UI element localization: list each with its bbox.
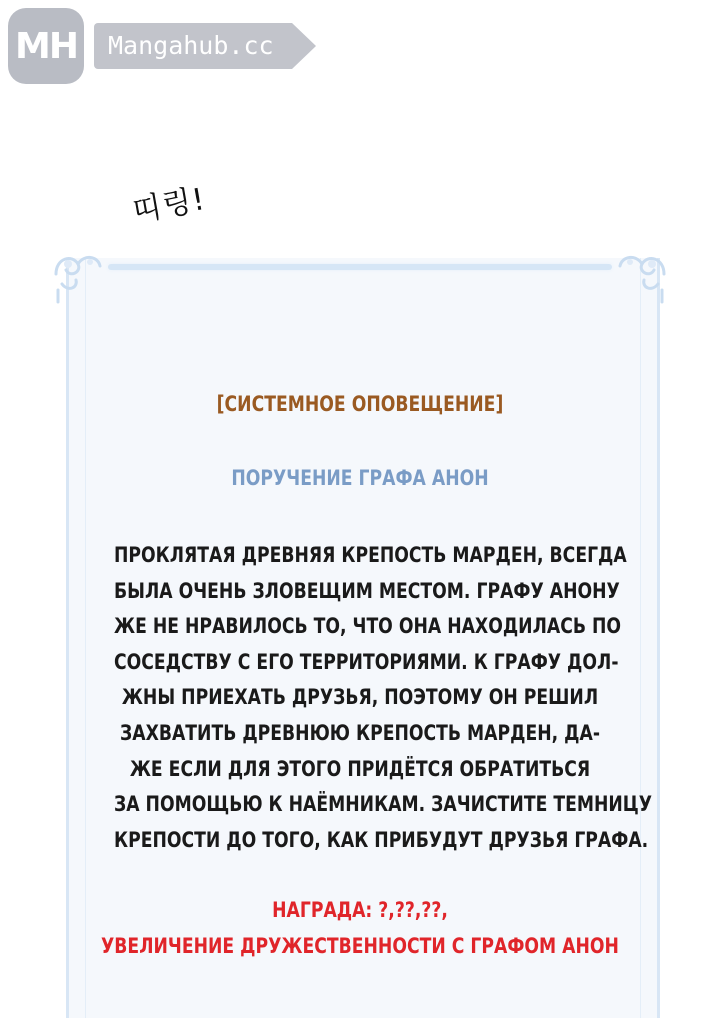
reward-description: УВЕЛИЧЕНИЕ ДРУЖЕСТВЕННОСТИ С ГРАФОМ АНОН (101, 934, 619, 958)
quest-description-line: ЗАХВАТИТЬ ДРЕВНЮЮ КРЕПОСТЬ МАРДЕН, ДА- (120, 720, 600, 745)
right-corner-ornament-icon (612, 244, 672, 304)
quest-description-line: ЖЕ ЕСЛИ ДЛЯ ЭТОГО ПРИДЁТСЯ ОБРАТИТЬСЯ (129, 756, 591, 781)
watermark-site-label: Mangahub.cc (94, 23, 292, 69)
quest-description (114, 538, 653, 858)
reward-label: НАГРАДА: ?,??,??, (272, 898, 448, 922)
quest-description-line: КРЕПОСТИ ДО ТОГО, КАК ПРИБУДУТ ДРУЗЬЯ ГРАФА. (114, 827, 649, 852)
system-notice-title: [СИСТЕМНОЕ ОПОВЕЩЕНИЕ] (216, 392, 504, 416)
watermark-logo: MH (8, 8, 84, 84)
left-corner-ornament-icon (48, 244, 108, 304)
quest-title: ПОРУЧЕНИЕ ГРАФА АНОН (231, 466, 489, 490)
quest-description-line: ЗА ПОМОЩЬЮ К НАЁМНИКАМ. ЗАЧИСТИТЕ ТЕМНИЦУ (114, 792, 653, 817)
sound-effect-text: 띠링! (130, 181, 209, 230)
quest-description-line: ПРОКЛЯТАЯ ДРЕВНЯЯ КРЕПОСТЬ МАРДЕН, ВСЕГДА (114, 543, 627, 567)
quest-description-line: БЫЛА ОЧЕНЬ ЗЛОВЕЩИМ МЕСТОМ. ГРАФУ АНОНУ (114, 578, 620, 603)
quest-description-line: ЖЕ НЕ НРАВИЛОСЬ ТО, ЧТО ОНА НАХОДИЛАСЬ ПО (114, 614, 622, 639)
quest-description-line: СОСЕДСТВУ С ЕГО ТЕРРИТОРИЯМИ. К ГРАФУ ДОЛ- (114, 649, 619, 674)
panel-top-border (108, 264, 612, 270)
watermark (8, 8, 292, 84)
quest-description-line: ЖНЫ ПРИЕХАТЬ ДРУЗЬЯ, ПОЭТОМУ ОН РЕШИЛ (121, 685, 599, 710)
